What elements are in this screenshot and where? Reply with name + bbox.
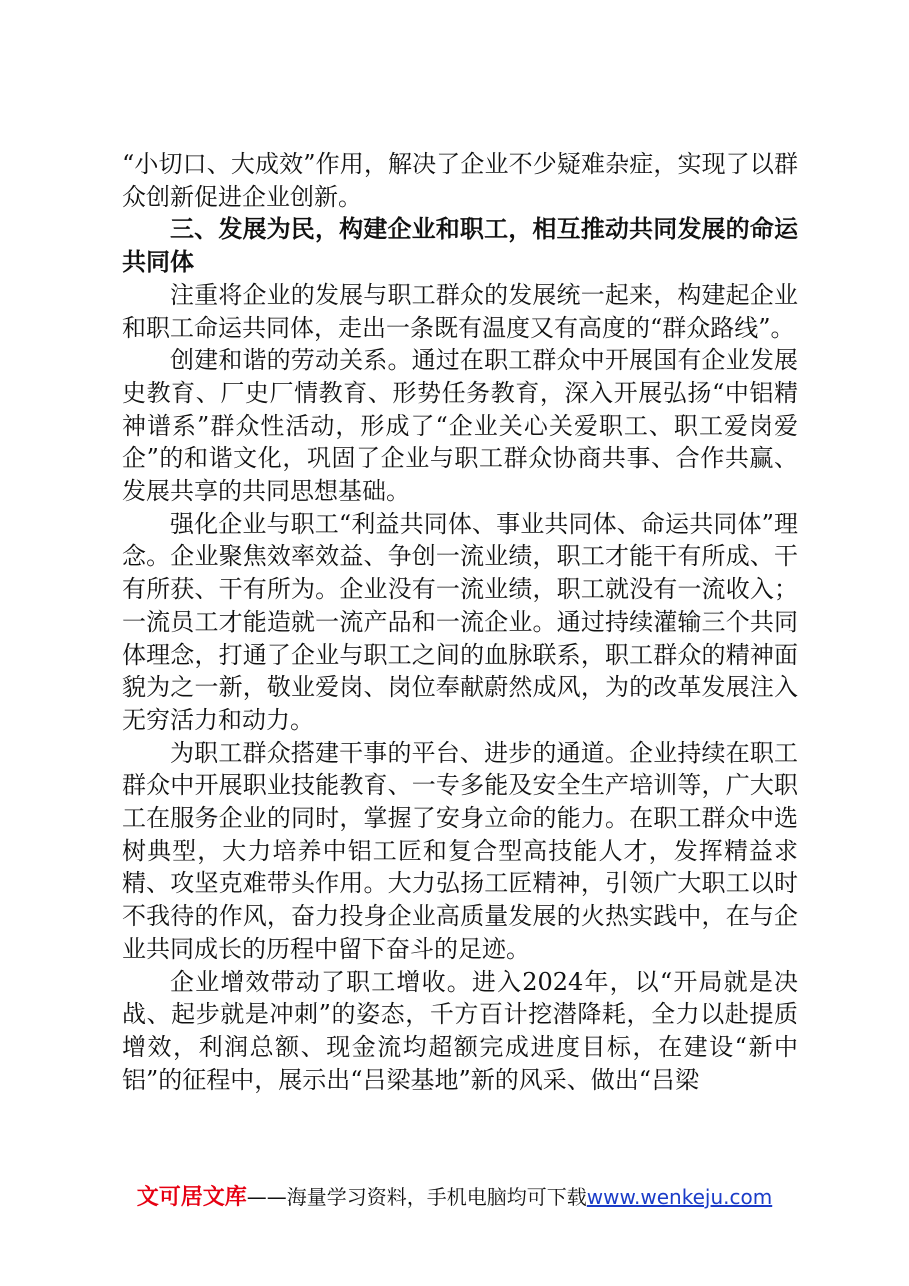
footer-link[interactable]: www.wenkeju.com: [586, 1185, 773, 1209]
document-body: [122, 148, 798, 1096]
paragraph: 注重将企业的发展与职工群众的发展统一起来，构建起企业和职工命运共同体，走出一条既有温度又有高度的“群众路线”。: [122, 280, 798, 342]
paragraph-continued: “小切口、大成效”作用，解决了企业不少疑难杂症，实现了以群众创新促进企业创新。: [122, 150, 798, 211]
footer-tagline: ——海量学习资料，手机电脑均可下载: [246, 1185, 587, 1209]
footer-brand: 文可居文库: [136, 1185, 247, 1210]
section-heading: 三、发展为民，构建企业和职工，相互推动共同发展的命运共同体: [122, 215, 798, 277]
footer-banner: [0, 1183, 909, 1212]
paragraph: 为职工群众搭建干事的平台、进步的通道。企业持续在职工群众中开展职业技能教育、一专多能及安全生产培训等，广大职工在服务企业的同时，掌握了安身立命的能力。在职工群众中选树典型，大力培养中铝工匠和复合型高技能人才，发挥精益求精、攻坚克难带头作用。大力弘扬工匠精神，引领广大职工以时不我待的作风，奋力投身企业高质量发展的火热实践中，在与企业共同成长的历程中留下奋斗的足迹。: [122, 738, 798, 963]
paragraph: 创建和谐的劳动关系。通过在职工群众中开展国有企业发展史教育、厂史厂情教育、形势任务教育，深入开展弘扬“中铝精神谱系”群众性活动，形成了“企业关心关爱职工、职工爱岗爱企”的和谐文化，巩固了企业与职工群众协商共事、合作共赢、发展共享的共同思想基础。: [122, 346, 798, 506]
paragraph: 强化企业与职工“利益共同体、事业共同体、命运共同体”理念。企业聚焦效率效益、争创一流业绩，职工才能干有所成、干有所获、干有所为。企业没有一流业绩，职工就没有一流收入；一流员工才能造就一流产品和一流企业。通过持续灌输三个共同体理念，打通了企业与职工之间的血脉联系，职工群众的精神面貌为之一新，敬业爱岗、岗位奉献蔚然成风，为的改革发展注入无穷活力和动力。: [122, 509, 798, 734]
paragraph: 企业增效带动了职工增收。进入2024年，以“开局就是决战、起步就是冲刺”的姿态，千方百计挖潜降耗，全力以赴提质增效，利润总额、现金流均超额完成进度目标，在建设“新中铝”的征程中，展示出“吕梁基地”新的风采、做出“吕梁: [122, 967, 798, 1094]
